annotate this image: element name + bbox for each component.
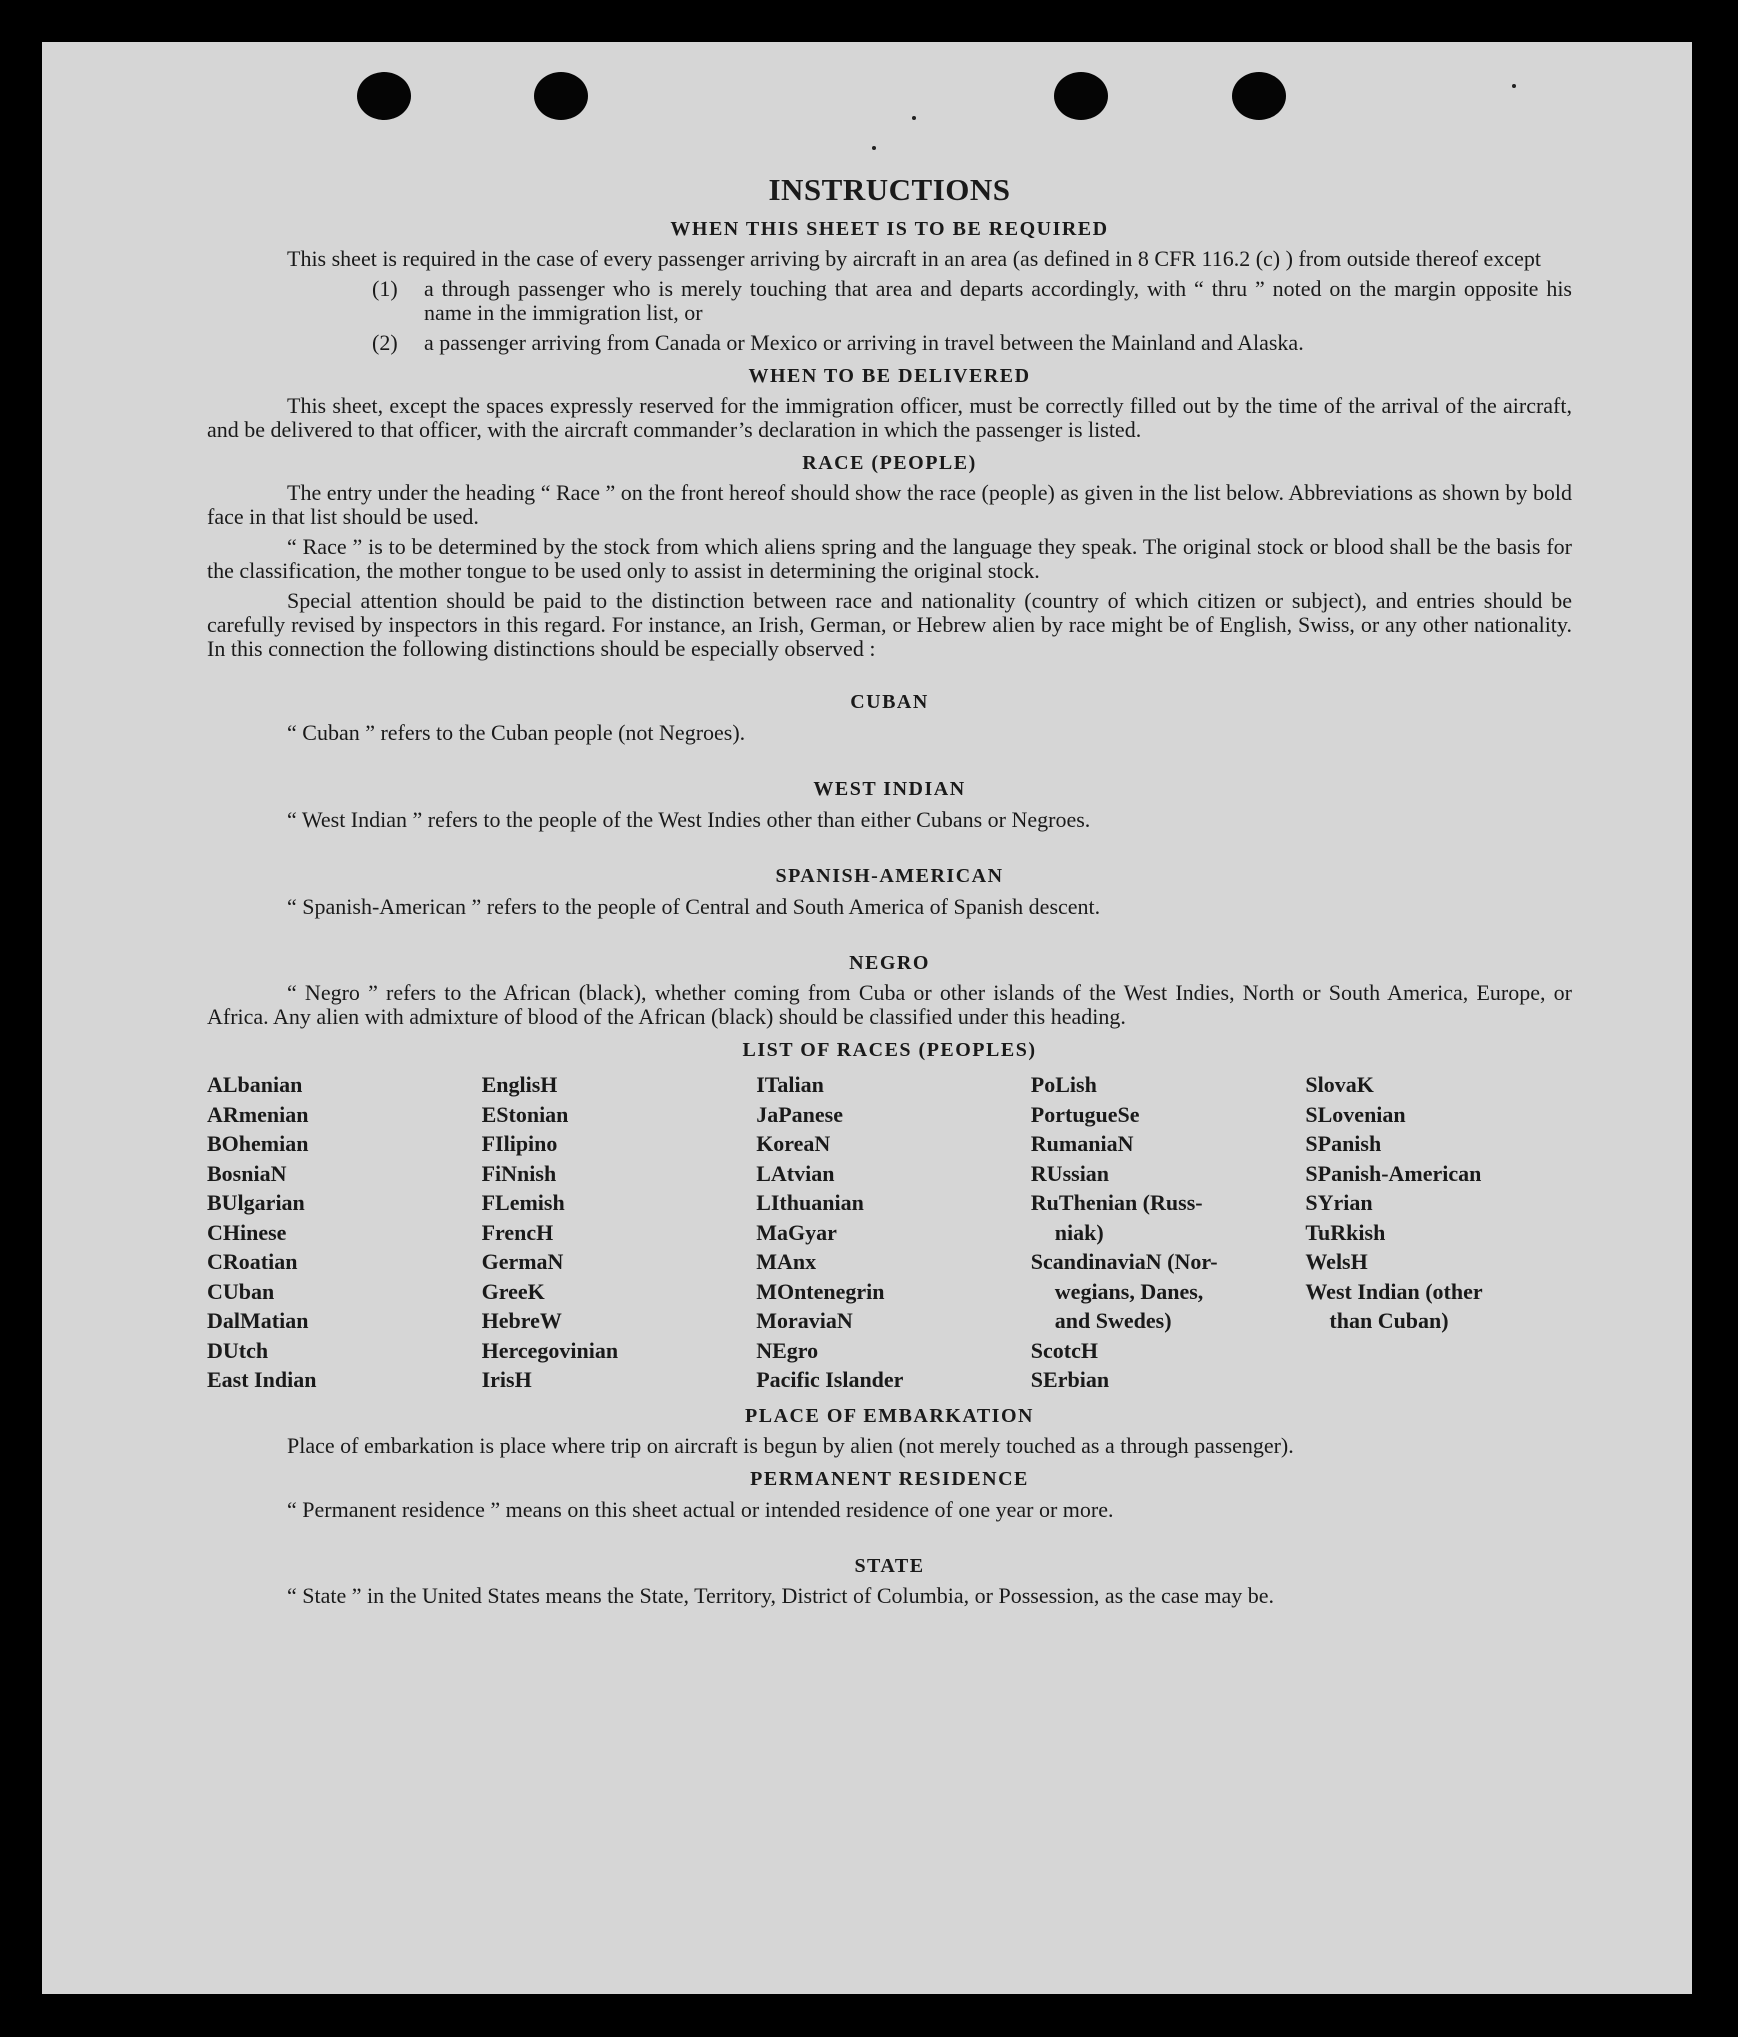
race-entry: GreeK <box>481 1278 545 1304</box>
race-entry: SPanish-American <box>1305 1160 1482 1186</box>
race-entry: SYrian <box>1305 1190 1373 1215</box>
place-of-embarkation-text: Place of embarkation is place where trip on aircraft is begun by alien (not merely touched as a through passenger). <box>287 1432 1294 1458</box>
races-column <box>207 1070 474 1395</box>
heading-cuban: CUBAN <box>850 691 929 713</box>
races-column <box>1305 1070 1572 1395</box>
speck <box>912 116 916 120</box>
race-entry: Hercegovinian <box>481 1337 619 1363</box>
races-column <box>1031 1070 1298 1395</box>
race-entry: EStonian <box>481 1101 569 1127</box>
heading-spanish-american: SPANISH-AMERICAN <box>775 865 1004 887</box>
when-required-intro: This sheet is required in the case of every passenger arriving by aircraft in an area (as defined in 8 CFR 116.2 (c) ) from outside thereof except <box>287 246 1541 271</box>
heading-west-indian: WEST INDIAN <box>813 778 966 800</box>
races-list <box>207 1070 1572 1395</box>
race-entry: RumaniaN <box>1030 1131 1134 1156</box>
state-text: “ State ” in the United States means the State, Territory, District of Columbia, or Possession, as the case may be. <box>287 1582 1275 1608</box>
page-title: INSTRUCTIONS <box>768 172 1011 207</box>
race-entry: FrencH <box>481 1219 554 1245</box>
race-entry: DalMatian <box>207 1308 309 1333</box>
race-entry: SErbian <box>1030 1367 1110 1392</box>
race-entry-continuation: and Swedes) <box>1054 1308 1172 1333</box>
race-entry: SLovenian <box>1305 1101 1406 1127</box>
heading-place-of-embarkation: PLACE OF EMBARKATION <box>745 1404 1034 1427</box>
race-entry: RuThenian (Russ- <box>1030 1190 1203 1215</box>
heading-negro: NEGRO <box>849 952 930 974</box>
race-entry: West Indian (other <box>1305 1278 1483 1304</box>
race-entry-continuation: niak) <box>1054 1219 1104 1245</box>
spanish-american-definition: “ Spanish-American ” refers to the people of Central and South America of Spanish descent. <box>287 894 1101 919</box>
race-entry: WelsH <box>1305 1249 1368 1274</box>
when-delivered-text: This sheet, except the spaces expressly reserved for the immigration officer, must be correctly filled out by the time of the arrival of the aircraft, and be delivered to that officer, with the aircraft commander’s declaration in which the passenger is listed. <box>207 393 1572 442</box>
document-sheet <box>42 42 1692 1994</box>
heading-list-of-races: LIST OF RACES (PEOPLES) <box>742 1039 1037 1061</box>
race-entry: CHinese <box>207 1219 287 1245</box>
cuban-definition: “ Cuban ” refers to the Cuban people (not Negroes). <box>287 720 746 745</box>
race-entry: ARmenian <box>207 1101 309 1127</box>
race-entry: IrisH <box>481 1367 532 1392</box>
punch-hole <box>357 72 411 120</box>
race-entry: DUtch <box>207 1337 269 1363</box>
race-entry: LIthuanian <box>756 1190 864 1215</box>
race-entry: CRoatian <box>207 1249 298 1274</box>
race-entry: FIlipino <box>481 1131 558 1156</box>
negro-definition: “ Negro ” refers to the African (black), whether coming from Cuba or other islands of the West Indies, North or South America, Europe, or Africa. Any alien with admixture of blood of the African (black) should be classified under this heading. <box>207 980 1572 1029</box>
race-entry: ScotcH <box>1030 1337 1098 1363</box>
race-paragraph: The entry under the heading “ Race ” on the front hereof should show the race (people) as given in the list below. Abbreviations as shown by bold face in that list should be used. <box>207 480 1572 529</box>
punch-hole <box>1054 72 1108 120</box>
heading-when-required: WHEN THIS SHEET IS TO BE REQUIRED <box>670 218 1109 240</box>
punch-hole <box>534 72 588 120</box>
race-entry: GermaN <box>481 1249 564 1274</box>
race-entry: ITalian <box>756 1072 824 1097</box>
race-entry: ALbanian <box>207 1072 303 1097</box>
permanent-residence-text: “ Permanent residence ” means on this sheet actual or intended residence of one year or more. <box>287 1496 1114 1522</box>
race-entry: FiNnish <box>481 1160 557 1186</box>
races-column <box>756 1070 1023 1395</box>
race-entry: PoLish <box>1030 1072 1097 1097</box>
race-entry-continuation: wegians, Danes, <box>1054 1278 1204 1304</box>
heading-state: STATE <box>854 1554 925 1577</box>
item-text: a through passenger who is merely touching that area and departs accordingly, with “ thru ” noted on the margin opposite his name in the immigration list, or <box>424 276 1572 325</box>
race-entry: BUlgarian <box>207 1190 305 1215</box>
race-entry: NEgro <box>756 1337 819 1363</box>
speck <box>872 146 876 150</box>
race-entry: KoreaN <box>756 1131 831 1156</box>
heading-when-delivered: WHEN TO BE DELIVERED <box>748 365 1031 387</box>
item-number: (2) <box>372 330 398 355</box>
race-entry: Pacific Islander <box>756 1367 904 1392</box>
race-entry: MaGyar <box>756 1219 837 1245</box>
instructions-content <box>207 172 1572 1614</box>
race-entry-continuation: than Cuban) <box>1329 1308 1449 1333</box>
race-entry: SlovaK <box>1305 1072 1374 1097</box>
race-paragraph: Special attention should be paid to the distinction between race and nationality (country of which citizen or subject), and entries should be carefully revised by inspectors in this regard. For instance, an Irish, German, or Hebrew alien by race might be of English, Swiss, or any other nationality. In this connection the following distinctions should be especially observed : <box>207 588 1572 661</box>
race-entry: East Indian <box>207 1367 317 1392</box>
race-entry: MOntenegrin <box>756 1278 885 1304</box>
race-paragraph: “ Race ” is to be determined by the stock from which aliens spring and the language they speak. The original stock or blood shall be the basis for the classification, the mother tongue to be used only to assist in determining the original stock. <box>207 534 1572 583</box>
race-entry: FLemish <box>481 1190 565 1215</box>
race-entry: EnglisH <box>481 1072 558 1097</box>
race-entry: RUssian <box>1030 1160 1110 1186</box>
race-entry: TuRkish <box>1305 1219 1386 1245</box>
race-entry: BosniaN <box>207 1160 287 1186</box>
race-entry: JaPanese <box>756 1101 843 1127</box>
race-entry: MoraviaN <box>756 1308 853 1333</box>
west-indian-definition: “ West Indian ” refers to the people of the West Indies other than either Cubans or Negroes. <box>287 807 1091 832</box>
item-number: (1) <box>372 276 398 301</box>
race-entry: PortugueSe <box>1030 1101 1140 1127</box>
speck <box>1512 84 1516 88</box>
races-column <box>482 1070 749 1395</box>
race-entry: ScandinaviaN (Nor- <box>1030 1249 1218 1274</box>
race-entry: SPanish <box>1305 1131 1382 1156</box>
race-entry: MAnx <box>756 1249 817 1274</box>
race-entry: BOhemian <box>207 1131 309 1156</box>
race-entry: CUban <box>207 1278 275 1304</box>
heading-permanent-residence: PERMANENT RESIDENCE <box>750 1467 1029 1490</box>
punch-hole <box>1232 72 1286 120</box>
race-entry: LAtvian <box>756 1160 835 1186</box>
exception-item <box>207 331 1572 355</box>
exception-item <box>207 277 1572 325</box>
race-entry: HebreW <box>481 1308 562 1333</box>
item-text: a passenger arriving from Canada or Mexico or arriving in travel between the Mainland and Alaska. <box>424 330 1304 355</box>
heading-race: RACE (PEOPLE) <box>802 452 977 474</box>
